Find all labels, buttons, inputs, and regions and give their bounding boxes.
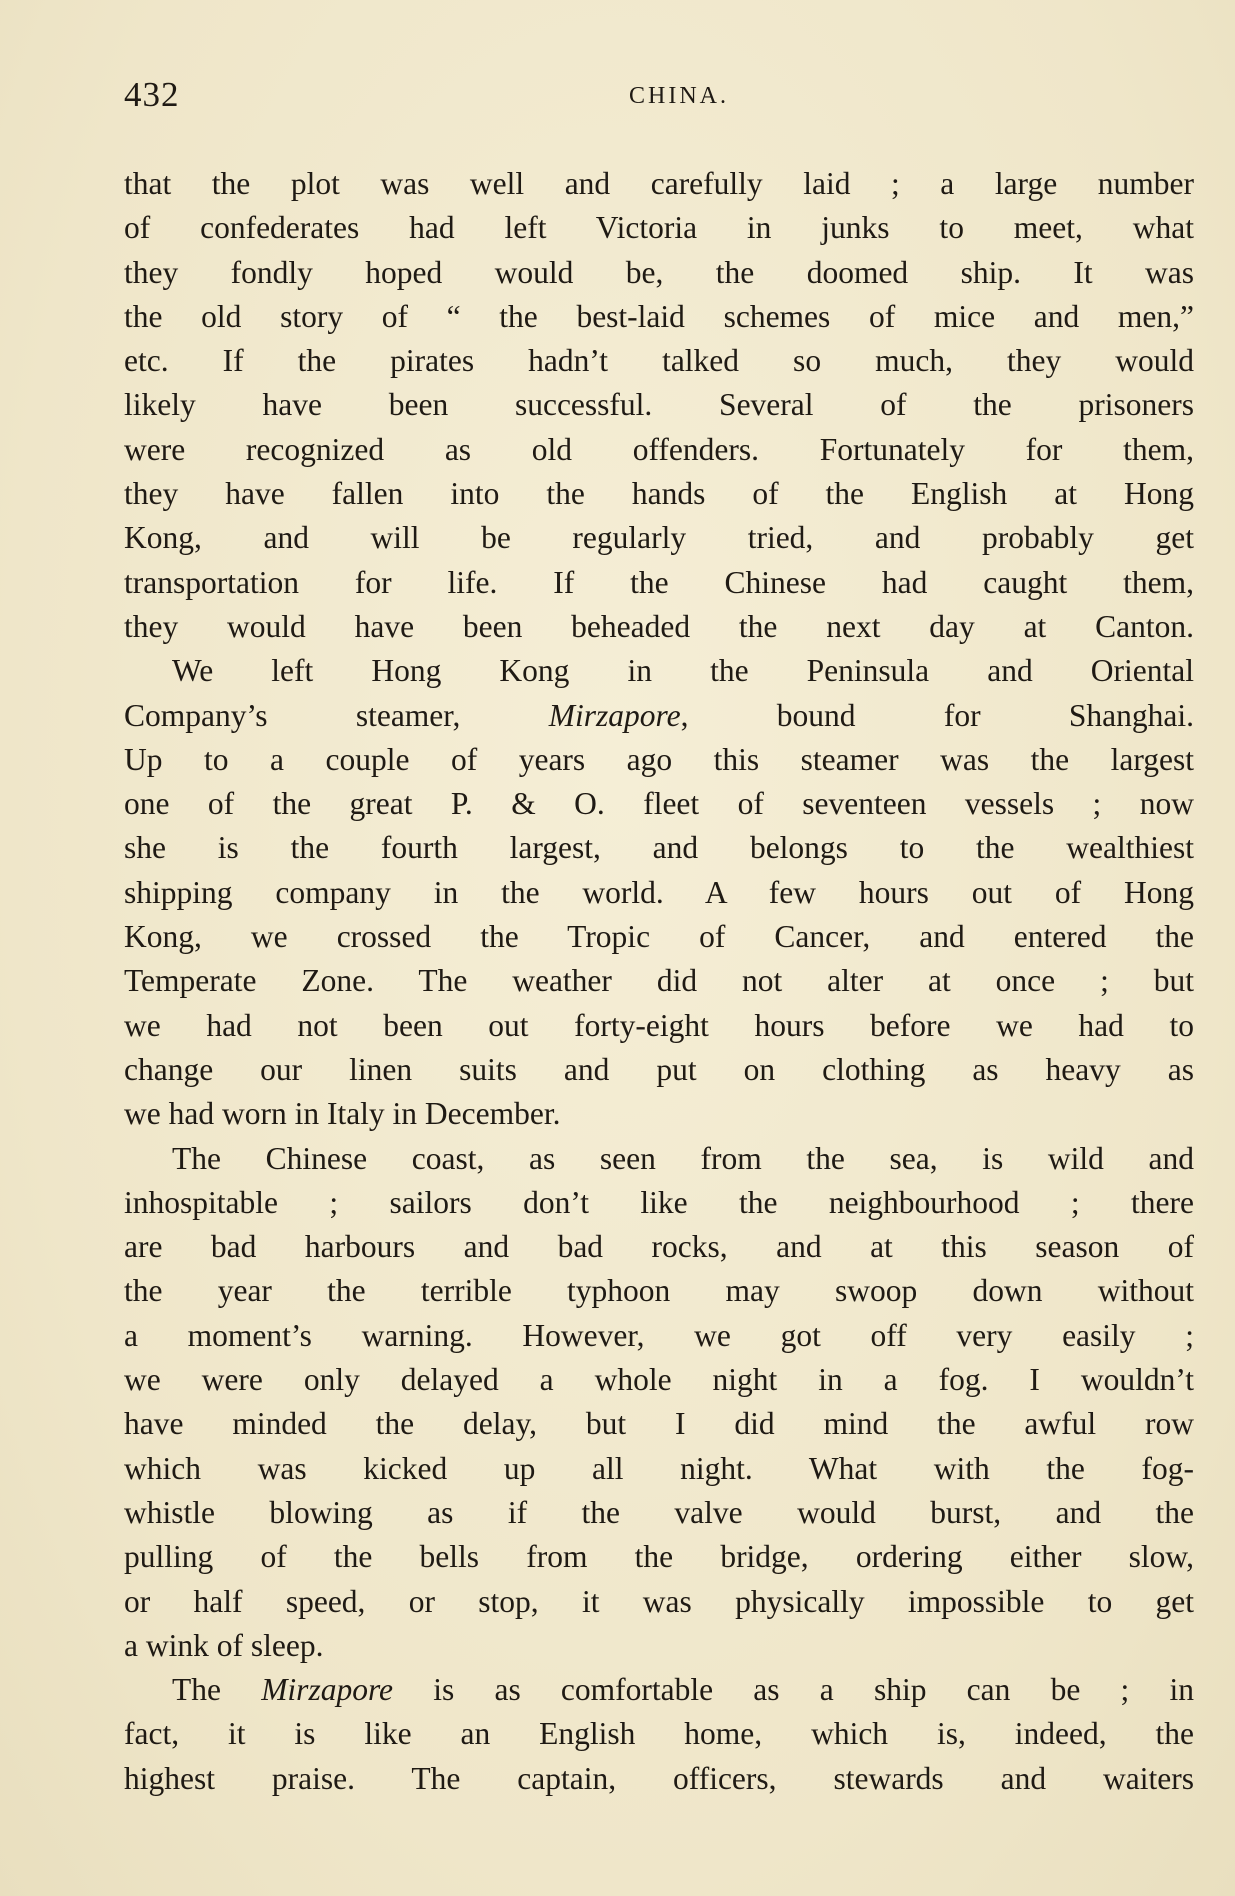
body-text [124, 162, 1194, 1801]
text-line: or half speed, or stop, it was physically impossible to get [124, 1583, 1194, 1619]
text-line: inhospitable ; sailors don’t like the neighbourhood ; there [124, 1184, 1194, 1220]
text-line: likely have been successful. Several of the prisoners [124, 387, 1194, 423]
text-line: The Chinese coast, as seen from the sea, is wild and [172, 1140, 1194, 1176]
page-number: 432 [124, 75, 180, 114]
text-line: we had worn in Italy in December. [124, 1096, 561, 1132]
text-line: of confederates had left Victoria in junks to meet, what [124, 210, 1194, 246]
text-line: change our linen suits and put on clothing as heavy as [124, 1051, 1194, 1087]
text-line: one of the great P. & O. fleet of seventeen vessels ; now [124, 786, 1194, 822]
ship-name: Mirzapore [548, 697, 681, 733]
text-line: a wink of sleep. [124, 1627, 324, 1663]
running-title: CHINA. [629, 83, 729, 109]
text-line: pulling of the bells from the bridge, ordering either slow, [124, 1539, 1194, 1575]
text-line: The Mirzapore is as comfortable as a ship can be ; in [172, 1672, 1194, 1708]
text-line: they fondly hoped would be, the doomed ship. It was [124, 254, 1194, 290]
text-line: shipping company in the world. A few hours out of Hong [124, 874, 1194, 910]
text-line: etc. If the pirates hadn’t talked so much, they would [124, 343, 1194, 379]
text-line: Up to a couple of years ago this steamer was the largest [124, 741, 1194, 777]
text-line: Kong, we crossed the Tropic of Cancer, and entered the [124, 919, 1194, 955]
text-line: We left Hong Kong in the Peninsula and Oriental [172, 653, 1194, 689]
text-line: the year the terrible typhoon may swoop down without [124, 1273, 1194, 1309]
text-line: they have fallen into the hands of the English at Hong [124, 476, 1194, 512]
text-line: we had not been out forty-eight hours before we had to [124, 1007, 1194, 1043]
text-line: a moment’s warning. However, we got off very easily ; [124, 1317, 1194, 1353]
text-line: Temperate Zone. The weather did not alter at once ; but [124, 963, 1194, 999]
page-header [124, 75, 1194, 125]
text-line: were recognized as old offenders. Fortunately for them, [124, 431, 1194, 467]
ship-name: Mirzapore [261, 1672, 394, 1708]
text-line: have minded the delay, but I did mind the awful row [124, 1406, 1194, 1442]
text-line: are bad harbours and bad rocks, and at this season of [124, 1229, 1194, 1265]
text-line: the old story of “ the best-laid schemes of mice and men,” [124, 298, 1194, 334]
text-line: they would have been beheaded the next day at Canton. [124, 608, 1194, 644]
text-line: Kong, and will be regularly tried, and probably get [124, 520, 1194, 556]
text-line: Company’s steamer, Mirzapore, bound for Shanghai. [124, 697, 1194, 733]
text-line: transportation for life. If the Chinese had caught them, [124, 564, 1194, 600]
text-line: whistle blowing as if the valve would burst, and the [124, 1494, 1194, 1530]
text-line: which was kicked up all night. What with the fog- [124, 1450, 1194, 1486]
text-line: she is the fourth largest, and belongs to the wealthiest [124, 830, 1194, 866]
text-line: fact, it is like an English home, which is, indeed, the [124, 1716, 1194, 1752]
text-line: that the plot was well and carefully laid ; a large number [124, 166, 1194, 201]
text-line: highest praise. The captain, officers, stewards and waiters [124, 1760, 1194, 1796]
text-line: we were only delayed a whole night in a fog. I wouldn’t [124, 1362, 1194, 1398]
